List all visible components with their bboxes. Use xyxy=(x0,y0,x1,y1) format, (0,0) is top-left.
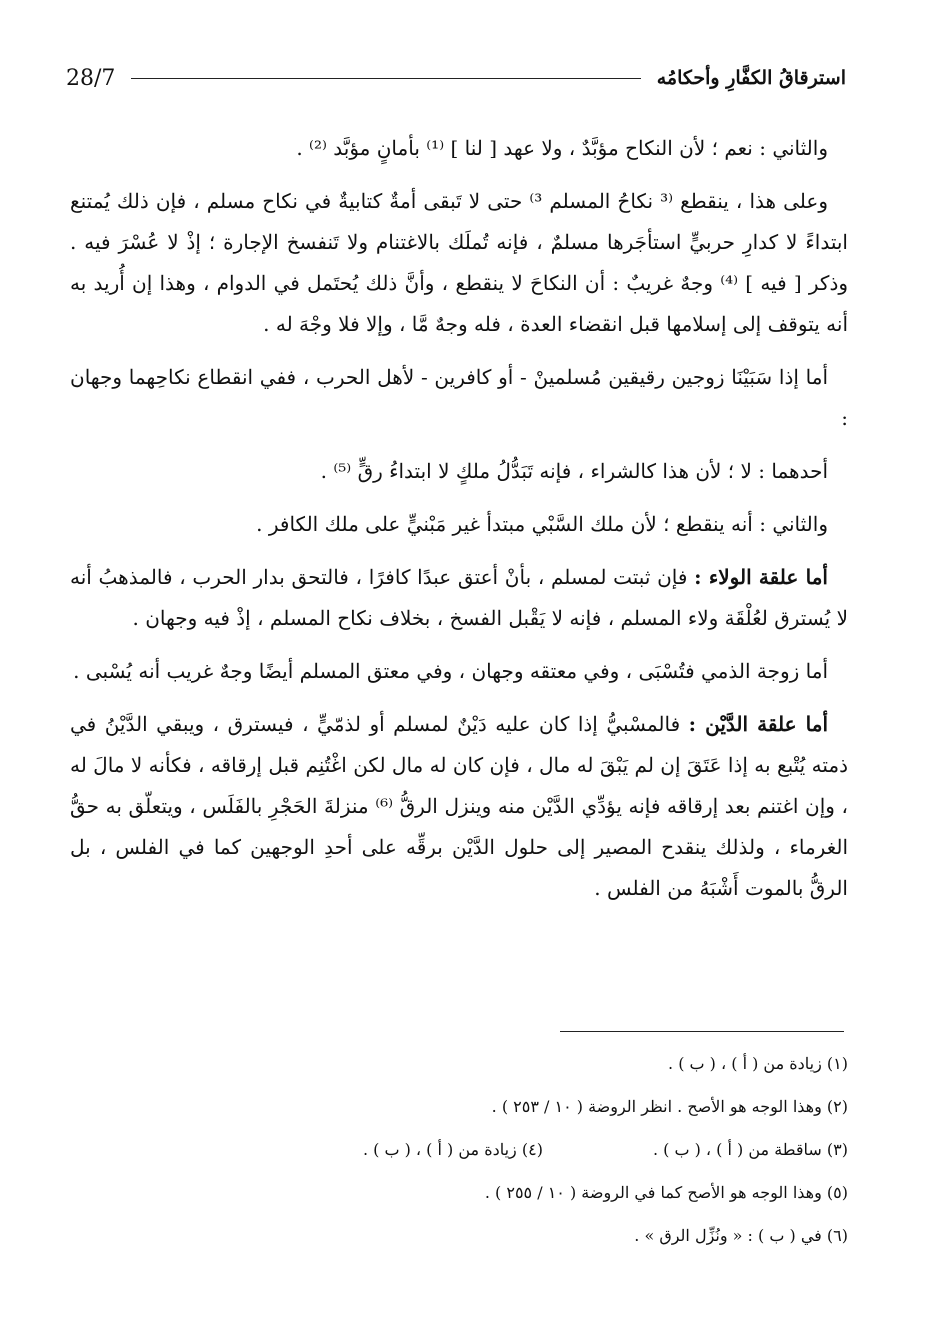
footnote-2: (٢) وهذا الوجه هو الأصح . انظر الروضة ( ١٠ / ٢٥٣ ) . xyxy=(491,1097,848,1116)
paragraph-2: وعلى هذا ، ينقطع ⁽³ نكاحُ المسلم ³⁾ حتى لا تَبقى أمةٌ كتابيةٌ في نكاح مسلم ، فإن ذلك يُمتنع ابتداءً لا كدارِ حربيٍّ استأجَرها مسلمٌ ، فإنه تُملَك بالاغتنام ولا تَنفسخ الإجارة ؛ إذْ لا عُسْرَ فيه . وذكر [ فيه ] ⁽⁴⁾ وجهٌ غريبٌ : أن النكاحَ لا ينقطع ، وأنَّ ذلك يُحتَمل في الدوام ، وهذا إن أُريد به أنه يتوقف إلى إسلامها قبل انقضاء العدة ، فله وجهٌ مَّا ، وإلا فلا وجْهَ له . xyxy=(70,189,849,336)
footnote-1: (١) زيادة من ( أ ) ، ( ب ) . xyxy=(668,1054,848,1073)
section-lead-walaa: أما علقة الولاء : xyxy=(694,565,828,589)
header-rule xyxy=(131,78,640,79)
footnote-6: (٦) في ( ب ) : « ونُزِّل الرق » . xyxy=(634,1226,848,1245)
paragraph-7: أما زوجة الذمي فتُسْبَى ، وفي معتقه وجهان ، وفي معتق المسلم أيضًا وجهٌ غريب أنه يُسْبى . xyxy=(73,659,828,683)
paragraph-5: والثاني : أنه ينقطع ؛ لأن ملك السَّبْي مبتدأ غير مَبْنيٍّ على ملك الكافر . xyxy=(256,512,828,536)
running-title: استرقاقُ الكفَّارِ وأحكامُه xyxy=(656,67,846,89)
page-number: 28/7 xyxy=(66,65,116,91)
paragraph-1: والثاني : نعم ؛ لأن النكاح مؤبَّدٌ ، ولا عهد [ لنا ] ⁽¹⁾ بأمانٍ مؤبَّد ⁽²⁾ . xyxy=(296,136,828,160)
paragraph-6-text: فإن ثبتت لمسلم ، بأنْ أعتق عبدًا كافرًا ، فالتحق بدار الحرب ، فالمذهبُ أنه لا يُسترق لعُلْقَة ولاء المسلم ، فإنه لا يَقْبل الفسخ ، بخلاف نكاح المسلم ، إذْ فيه وجهان . xyxy=(70,565,848,630)
paragraph-6 xyxy=(70,557,848,639)
footnotes xyxy=(70,1050,848,1265)
footnote-row-3-4 xyxy=(70,1136,848,1163)
paragraph-8-text: فالمسْبيُّ إذا كان عليه دَيْنٌ لمسلم أو لذمّيٍّ ، فيسترق ، ويبقي الدَّيْنُ في ذمته يُتْبع به إذا عَتَقَ إن لم يَبْقَ له مال ، فإن كان له مال لكن اغْتُنِم قبل إرقاقه ، فكأنه لا مالَ له ، وإن اغتنم بعد إرقاقه فإنه يؤدِّي الدَّيْن منه وينزل الرقُّ ⁽⁶⁾ منزلةَ الحَجْرِ بالفَلَس ، ويتعلّق به حقُّ الغرماء ، ولذلك ينقدح المصير إلى حلول الدَّيْن برقِّه على أحدِ الوجهين كما في الفلس ، بل الرقُّ بالموت أَشْبَهُ من الفلس . xyxy=(70,712,848,900)
footnote-separator xyxy=(560,1031,844,1032)
footnote-5: (٥) وهذا الوجه هو الأصح كما في الروضة ( ١٠ / ٢٥٥ ) . xyxy=(484,1183,848,1202)
main-text xyxy=(70,128,848,921)
footnote-4: (٤) زيادة من ( أ ) ، ( ب ) . xyxy=(362,1140,543,1159)
footnote-3: (٣) ساقطة من ( أ ) ، ( ب ) . xyxy=(652,1140,848,1159)
running-header xyxy=(66,58,846,98)
section-lead-dayn: أما علقة الدَّيْن : xyxy=(688,712,829,736)
paragraph-4: أحدهما : لا ؛ لأن هذا كالشراء ، فإنه تَبَدُّلُ ملكٍ لا ابتداءُ رقٍّ ⁽⁵⁾ . xyxy=(320,459,828,483)
paragraph-3: أما إذا سَبَيْنَا زوجين رقيقين مُسلمينْ - أو كافرين - لأهل الحرب ، ففي انقطاع نكاحِهما وجهان : xyxy=(70,365,848,430)
paragraph-8 xyxy=(70,704,848,909)
